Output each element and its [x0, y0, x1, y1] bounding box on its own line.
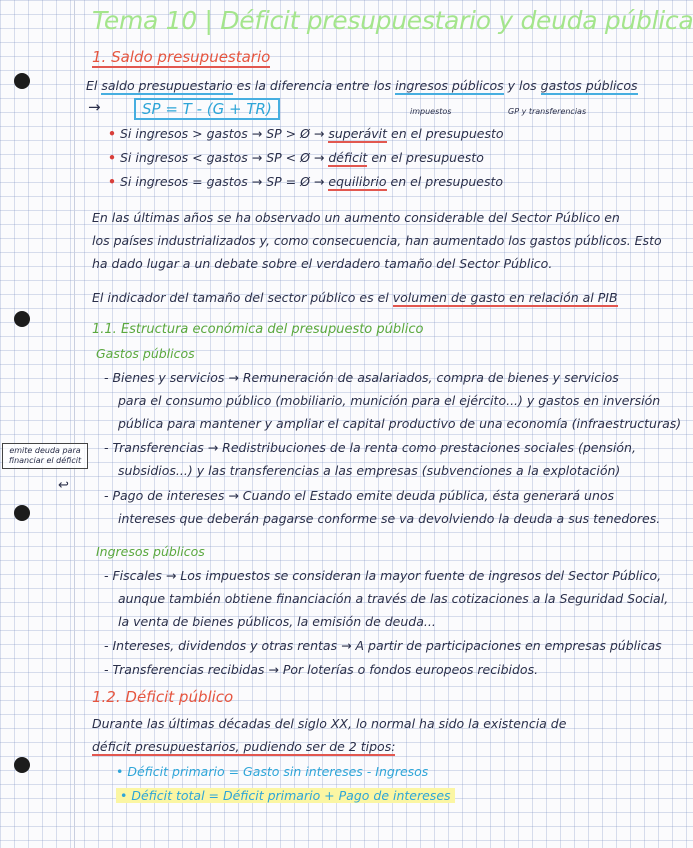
binder-hole: [14, 73, 30, 89]
section-heading-deficit: 1.2. Déficit público: [92, 688, 234, 706]
binder-hole: [14, 757, 30, 773]
ingresos-line: aunque también obtiene financiación a través de las cotizaciones a la Seguridad Social,: [118, 591, 669, 606]
section-heading-estructura: 1.1. Estructura económica del presupuesto público: [92, 322, 424, 337]
curved-arrow-icon: ↩: [58, 478, 69, 493]
binder-hole: [14, 311, 30, 327]
note-gp: GP y transferencias: [508, 107, 587, 116]
margin-line: [74, 0, 75, 848]
deficit-primario-item: • Déficit primario = Gasto sin intereses - Ingresos: [116, 764, 429, 779]
paragraph-line: ha dado lugar a un debate sobre el verdadero tamaño del Sector Público.: [92, 256, 553, 271]
sidenote-box: emite deuda para financiar el déficit: [2, 443, 88, 469]
gastos-line: para el consumo público (mobiliario, munición para el ejército...) y gastos en inversión: [118, 393, 661, 408]
ingresos-line: - Transferencias recibidas → Por loterías o fondos europeos recibidos.: [104, 662, 539, 677]
ingresos-line: - Intereses, dividendos y otras rentas → A partir de participaciones en empresas públicas: [104, 638, 662, 653]
page-title: Tema 10 | Déficit presupuestario y deuda pública: [92, 6, 693, 35]
gastos-line: intereses que deberán pagarse conforme se va devolviendo la deuda a sus tenedores.: [118, 511, 661, 526]
ingresos-line: la venta de bienes públicos, la emisión de deuda...: [118, 614, 436, 629]
section-heading-saldo: 1. Saldo presupuestario: [92, 48, 271, 66]
note-impuestos: impuestos: [410, 107, 452, 116]
gastos-line: - Bienes y servicios → Remuneración de asalariados, compra de bienes y servicios: [104, 370, 619, 385]
indicator-line: El indicador del tamaño del sector público es el volumen de gasto en relación al PIB: [92, 290, 618, 305]
deficit-line: déficit presupuestarios, pudiendo ser de 2 tipos:: [92, 739, 396, 754]
condition-row: • Si ingresos = gastos → SP = Ø → equilibrio en el presupuesto: [108, 174, 504, 189]
deficit-total-item: • Déficit total = Déficit primario + Pago de intereses: [116, 788, 455, 803]
ingresos-heading: Ingresos públicos: [96, 544, 205, 559]
deficit-line: Durante las últimas décadas del siglo XX, lo normal ha sido la existencia de: [92, 716, 567, 731]
arrow-icon: →: [88, 98, 101, 116]
ingresos-line: - Fiscales → Los impuestos se consideran la mayor fuente de ingresos del Sector Público,: [104, 568, 662, 583]
condition-row: • Si ingresos < gastos → SP < Ø → déficit en el presupuesto: [108, 150, 484, 165]
intro-line: El saldo presupuestario es la diferencia entre los ingresos públicos y los gastos públicos: [86, 78, 638, 93]
gastos-heading: Gastos públicos: [96, 346, 195, 361]
gastos-line: - Pago de intereses → Cuando el Estado emite deuda pública, ésta generará unos: [104, 488, 615, 503]
binder-hole: [14, 505, 30, 521]
gastos-line: - Transferencias → Redistribuciones de la renta como prestaciones sociales (pensión,: [104, 440, 636, 455]
condition-row: • Si ingresos > gastos → SP > Ø → superávit en el presupuesto: [108, 126, 504, 141]
gastos-line: pública para mantener y ampliar el capital productivo de una economía (infraestructuras): [118, 416, 682, 431]
formula-box: SP = T - (G + TR): [134, 98, 280, 120]
gastos-line: subsidios...) y las transferencias a las empresas (subvenciones a la explotación): [118, 463, 621, 478]
paragraph-line: los países industrializados y, como consecuencia, han aumentado los gastos públicos. Esto: [92, 233, 662, 248]
paragraph-line: En las últimas años se ha observado un aumento considerable del Sector Público en: [92, 210, 620, 225]
